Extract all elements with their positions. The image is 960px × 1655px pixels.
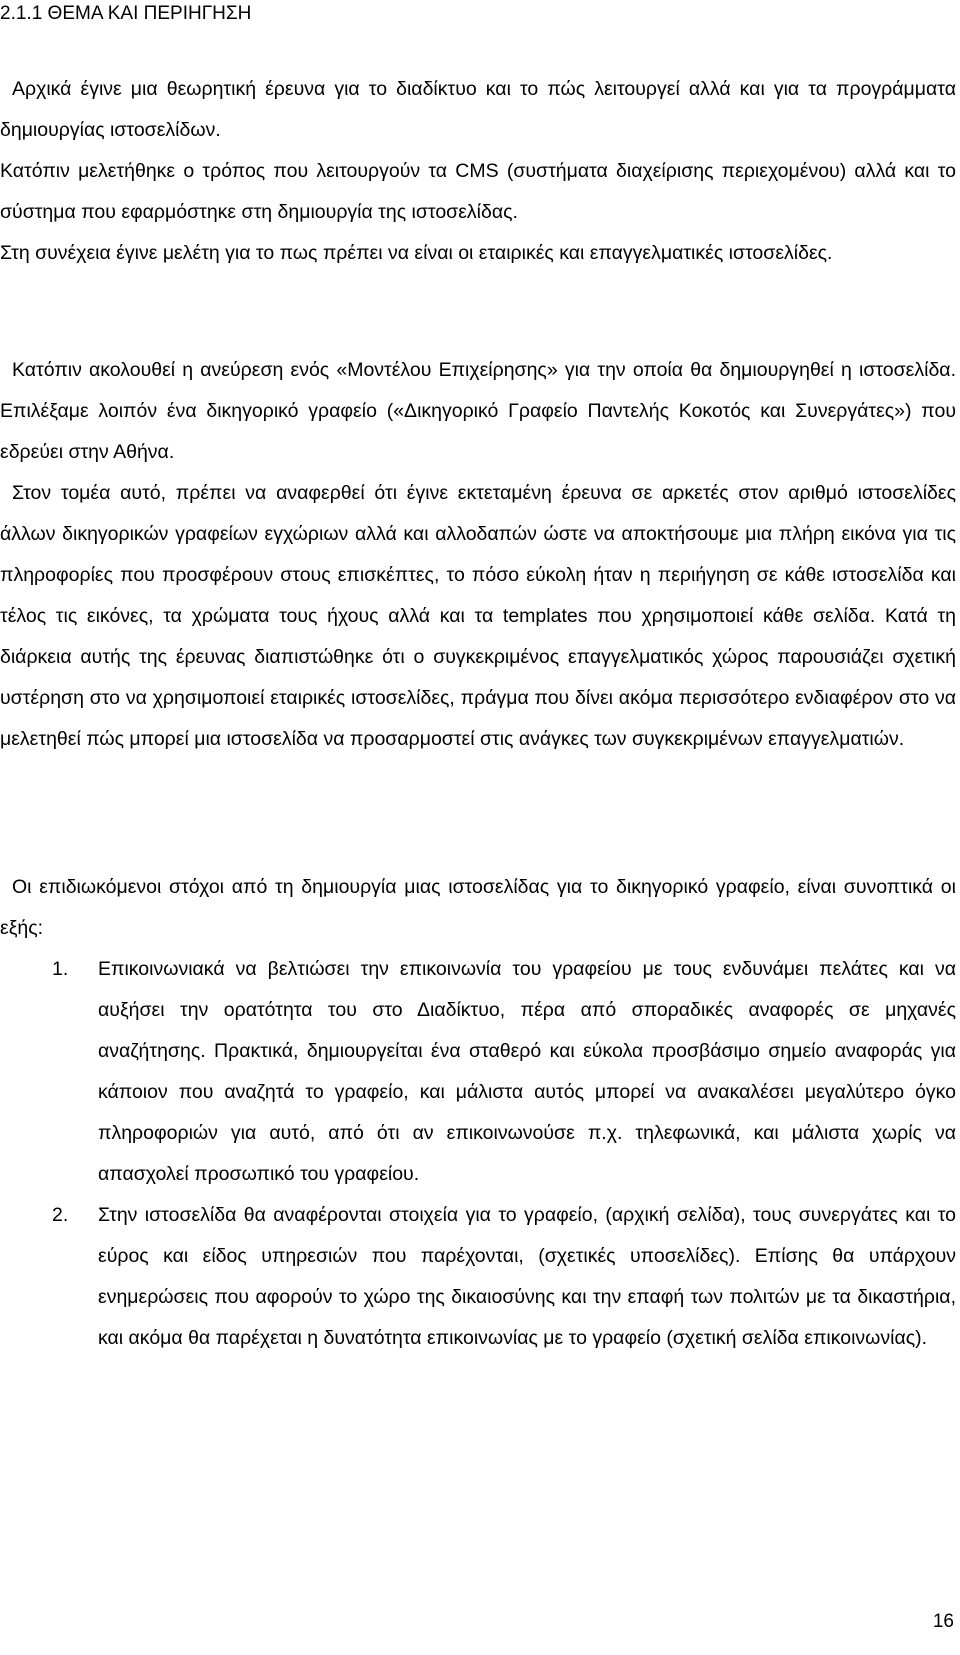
section-heading: 2.1.1 ΘΕΜΑ ΚΑΙ ΠΕΡΙΗΓΗΣΗ bbox=[0, 3, 252, 24]
paragraph-corporate-sites: Στη συνέχεια έγινε μελέτη για το πως πρέπει να είναι οι εταιρικές και επαγγελματικές ιστοσελίδες. bbox=[0, 242, 833, 264]
paragraph-intro: Αρχικά έγινε μια θεωρητική έρευνα για το διαδίκτυο και το πώς λειτουργεί αλλά και για τα προγράμματα δημιουργίας ιστοσελίδων. bbox=[0, 78, 956, 141]
list-item-text: Στην ιστοσελίδα θα αναφέρονται στοιχεία για το γραφείο, (αρχική σελίδα), τους συνεργάτες και το εύρος και είδος υπηρεσιών που παρέχονται, (σχετικές υποσελίδες). Επίσης θα υπάρχουν ενημερώσεις που αφορούν το χώρο της δικαιοσύνης και την επαφή των πολιτών με τα δικαστήρια, και ακόμα θα παρέχεται η δυνατότητα επικοινωνίας με το γραφείο (σχετική σελίδα επικοινωνίας). bbox=[98, 1204, 956, 1349]
list-item-number: 1. bbox=[52, 958, 69, 980]
paragraph-research: Στον τομέα αυτό, πρέπει να αναφερθεί ότι έγινε εκτεταμένη έρευνα σε αρκετές στον αριθμό ιστοσελίδες άλλων δικηγορικών γραφείων εγχώριων αλλά και αλλοδαπών ώστε να αποκτήσουμε μια πλήρη εικόνα για τις πληροφορίες που προσφέρουν στους επισκέπτες, το πόσο εύκολη ήταν η περιήγηση σε κάθε ιστοσελίδα και τέλος τις εικόνες, τα χρώματα τους ήχους αλλά και τα templates που χρησιμοποιεί κάθε σελίδα. Κατά τη διάρκεια αυτής της έρευνας διαπιστώθηκε ότι ο συγκεκριμένος επαγγελματικός χώρος παρουσιάζει σχετική υστέρηση στο να χρησιμοποιεί εταιρικές ιστοσελίδες, πράγμα που δίνει ακόμα περισσότερο ενδιαφέρον στο να μελετηθεί πώς μπορεί μια ιστοσελίδα να προσαρμοστεί στις ανάγκες των συγκεκριμένων επαγγελματιών. bbox=[0, 482, 956, 750]
list-item bbox=[0, 1195, 956, 1359]
goals-list bbox=[0, 949, 956, 1359]
list-item bbox=[0, 949, 956, 1195]
paragraph-business-model: Κατόπιν ακολουθεί η ανεύρεση ενός «Μοντέλου Επιχείρησης» για την οποία θα δημιουργηθεί η ιστοσελίδα. Επιλέξαμε λοιπόν ένα δικηγορικό γραφείο («Δικηγορικό Γραφείο Παντελής Κοκοτός και Συνεργάτες») που εδρεύει στην Αθήνα. bbox=[0, 359, 956, 463]
paragraph-goals-intro: Οι επιδιωκόμενοι στόχοι από τη δημιουργία μιας ιστοσελίδας για το δικηγορικό γραφείο, είναι συνοπτικά οι εξής: bbox=[0, 876, 956, 939]
list-item-text: Επικοινωνιακά να βελτιώσει την επικοινωνία του γραφείου με τους ενδυνάμει πελάτες και να αυξήσει την ορατότητα του στο Διαδίκτυο, πέρα από σποραδικές αναφορές σε μηχανές αναζήτησης. Πρακτικά, δημιουργείται ένα σταθερό και εύκολα προσβάσιμο σημείο αναφοράς για κάποιον που αναζητά το γραφείο, και μάλιστα αυτός μπορεί να ανακαλέσει μεγαλύτερο όγκο πληροφοριών για αυτό, από ότι αν επικοινωνούσε π.χ. τηλεφωνικά, και μάλιστα χωρίς να απασχολεί προσωπικό του γραφείου. bbox=[98, 958, 956, 1185]
list-item-number: 2. bbox=[52, 1204, 69, 1226]
paragraph-cms: Κατόπιν μελετήθηκε ο τρόπος που λειτουργούν τα CMS (συστήματα διαχείρισης περιεχομένου) αλλά και το σύστημα που εφαρμόστηκε στη δημιουργία της ιστοσελίδας. bbox=[0, 160, 956, 223]
page-number: 16 bbox=[932, 1611, 954, 1632]
